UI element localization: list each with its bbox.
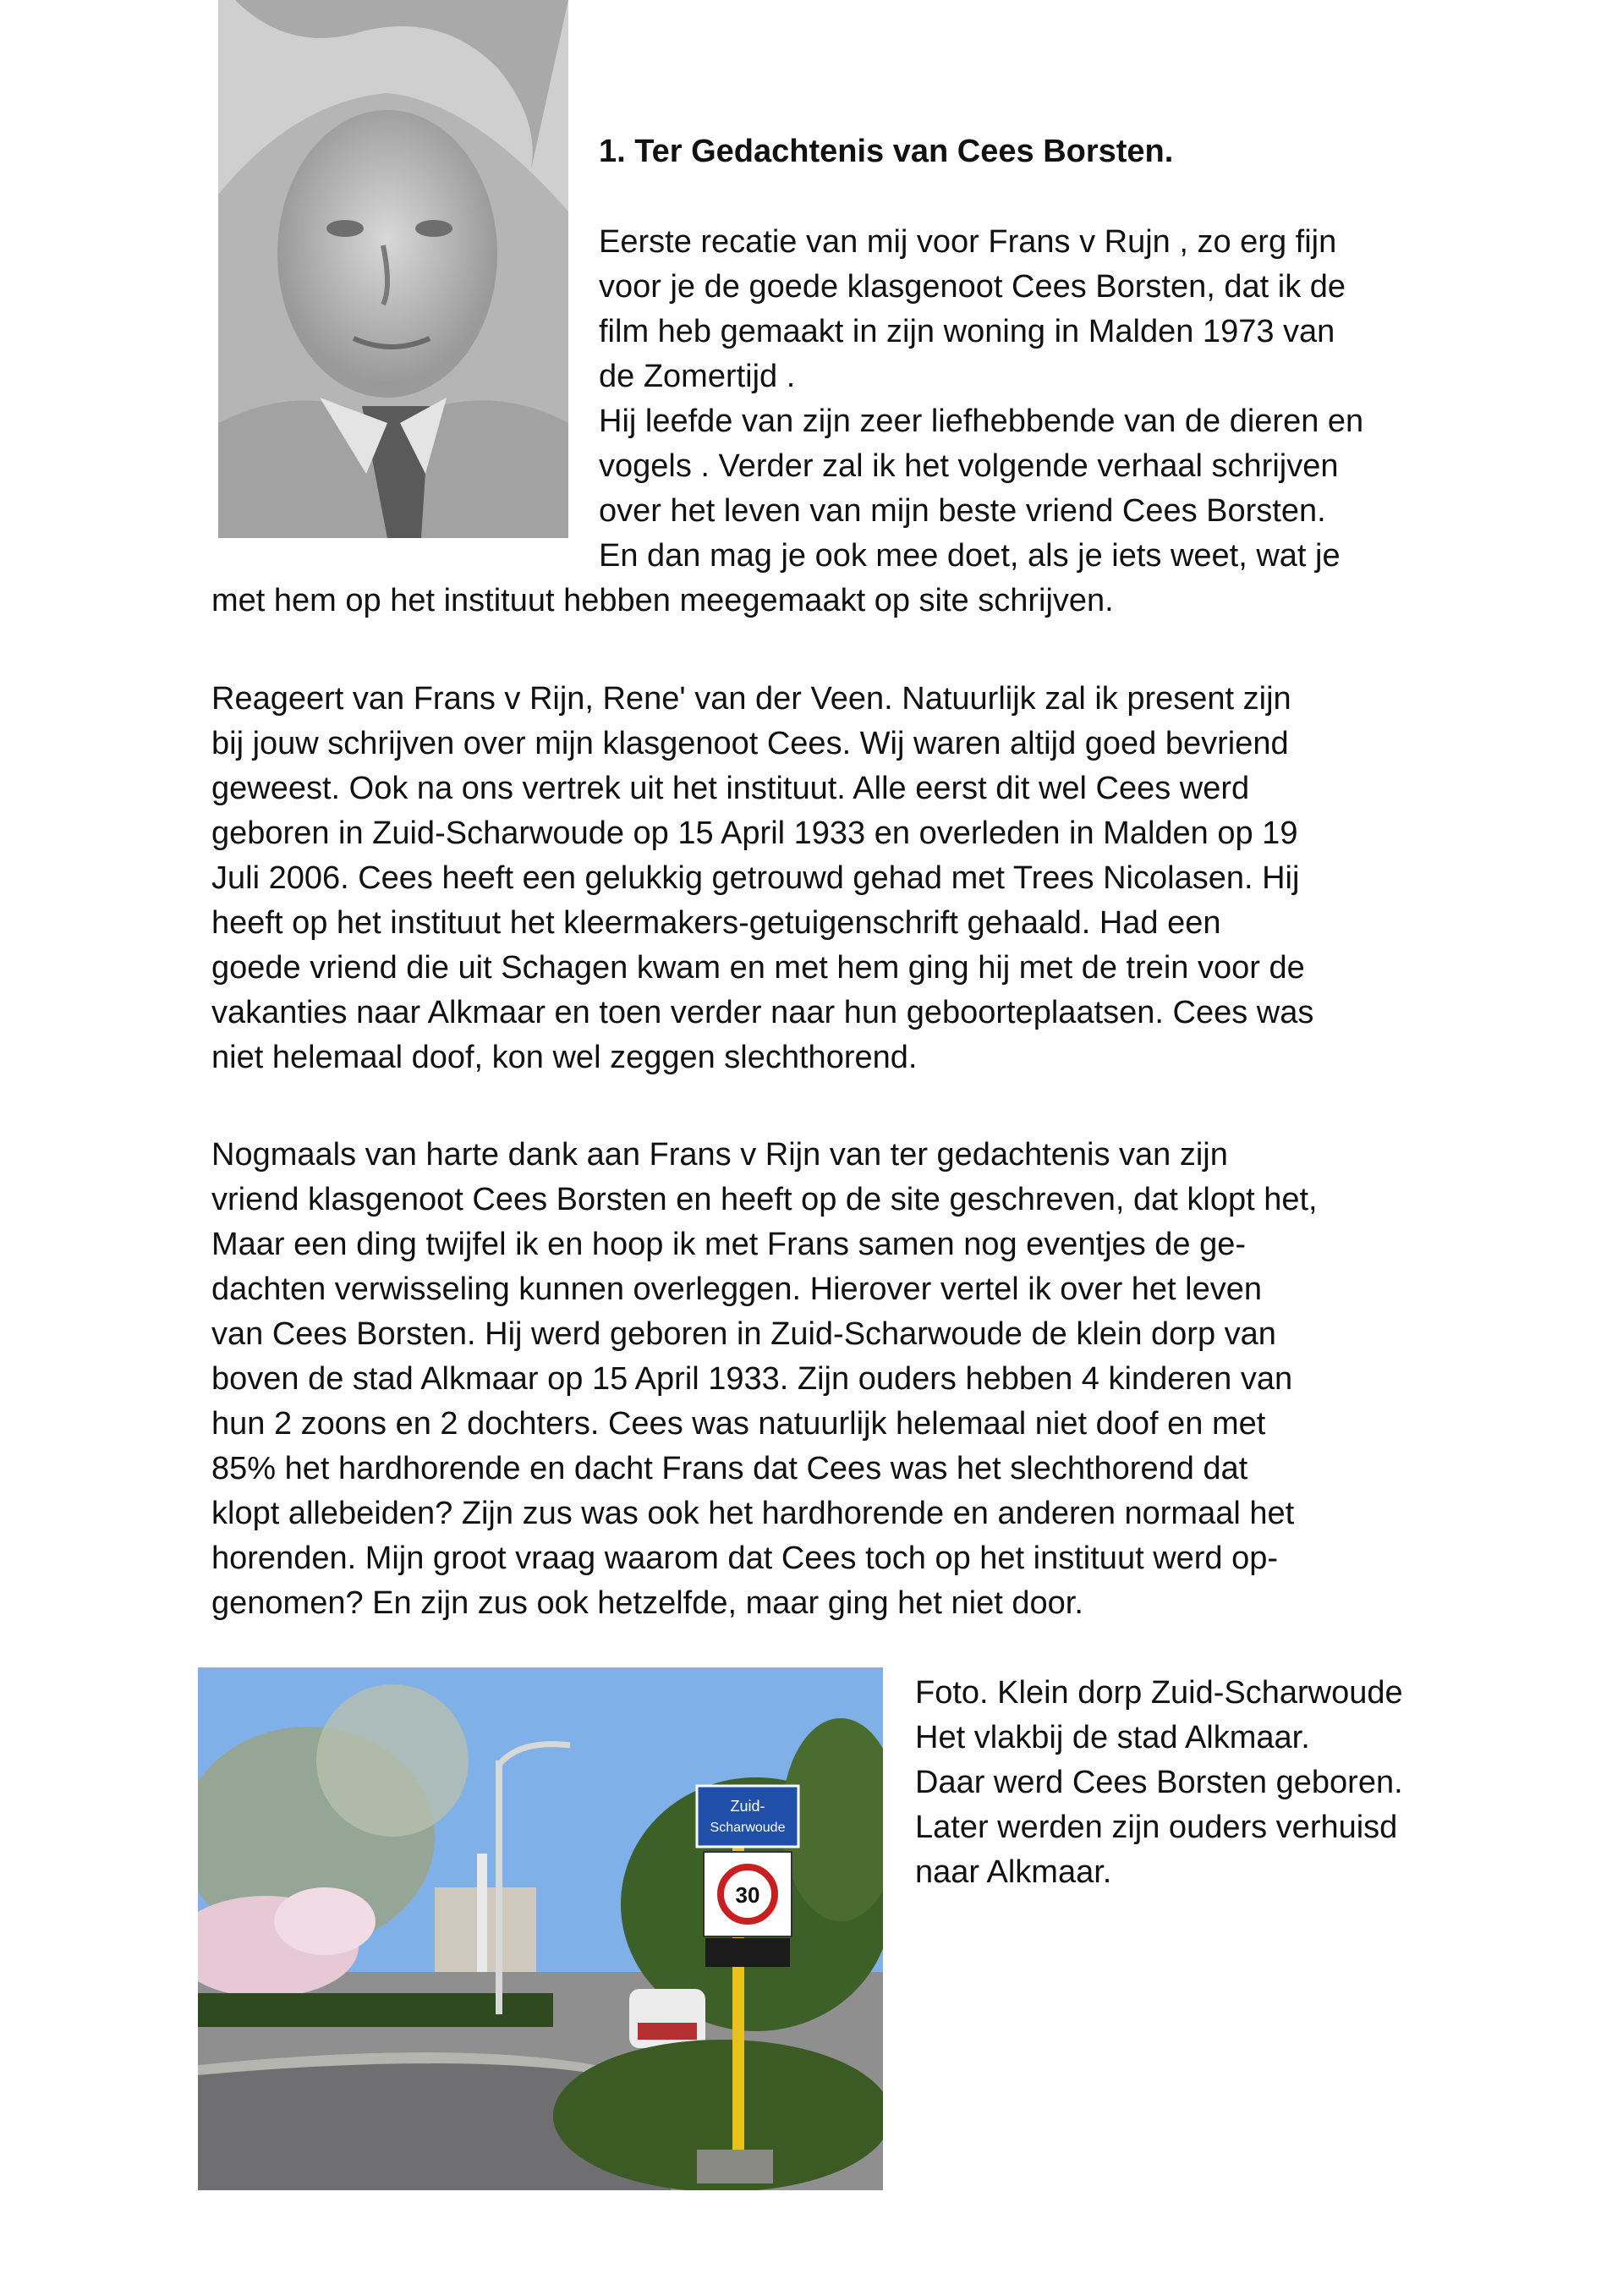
- sign-line2: Scharwoude: [710, 1821, 786, 1835]
- paragraph2-line: goede vriend die uit Schagen kwam en met hem ging hij met de trein voor de: [211, 950, 1305, 986]
- intro-line: de Zomertijd .: [599, 359, 796, 394]
- paragraph2-line: vakanties naar Alkmaar en toen verder naar hun geboorteplaatsen. Cees was: [211, 995, 1314, 1030]
- caption-line: Later werden zijn ouders verhuisd: [915, 1810, 1398, 1845]
- paragraph2-line: bij jouw schrijven over mijn klasgenoot Cees. Wij waren altijd goed bevriend: [211, 726, 1289, 761]
- intro-line: Eerste recatie van mij voor Frans v Rujn , zo erg fijn: [599, 224, 1337, 260]
- paragraph3-line: hun 2 zoons en 2 dochters. Cees was natuurlijk helemaal niet doof en met: [211, 1406, 1266, 1442]
- caption-line: Foto. Klein dorp Zuid-Scharwoude: [915, 1675, 1403, 1711]
- paragraph3-line: van Cees Borsten. Hij werd geboren in Zuid-Scharwoude de klein dorp van: [211, 1316, 1276, 1352]
- intro-line: met hem op het instituut hebben meegemaakt op site schrijven.: [211, 583, 1114, 618]
- paragraph3-line: Nogmaals van harte dank aan Frans v Rijn van ter gedachtenis van zijn: [211, 1137, 1228, 1173]
- paragraph3-line: genomen? En zijn zus ook hetzelfde, maar ging het niet door.: [211, 1585, 1083, 1621]
- paragraph2-line: niet helemaal doof, kon wel zeggen slechthorend.: [211, 1040, 918, 1075]
- paragraph2-line: geweest. Ook na ons vertrek uit het instituut. Alle eerst dit wel Cees werd: [211, 771, 1250, 806]
- intro-line: voor je de goede klasgenoot Cees Borsten, dat ik de: [599, 269, 1346, 305]
- paragraph2-line: Juli 2006. Cees heeft een gelukkig getrouwd gehad met Trees Nicolasen. Hij: [211, 860, 1300, 896]
- street-photo: [198, 1667, 883, 2190]
- sign-line1: Zuid-: [730, 1798, 765, 1815]
- paragraph3-line: vriend klasgenoot Cees Borsten en heeft op de site geschreven, dat klopt het,: [211, 1182, 1318, 1217]
- caption-line: Het vlakbij de stad Alkmaar.: [915, 1720, 1310, 1755]
- page-title: 1. Ter Gedachtenis van Cees Borsten.: [599, 134, 1174, 169]
- intro-line: film heb gemaakt in zijn woning in Malden 1973 van: [599, 314, 1335, 349]
- speed-limit-text: 30: [735, 1882, 760, 1908]
- paragraph3-line: 85% het hardhorende en dacht Frans dat Cees was het slechthorend dat: [211, 1451, 1248, 1486]
- paragraph3-line: dachten verwisseling kunnen overleggen. Hierover vertel ik over het leven: [211, 1272, 1263, 1307]
- paragraph2-line: geboren in Zuid-Scharwoude op 15 April 1933 en overleden in Malden op 19: [211, 816, 1298, 851]
- intro-line: over het leven van mijn beste vriend Cees Borsten.: [599, 493, 1326, 529]
- portrait-photo: [218, 0, 568, 538]
- paragraph3-line: Maar een ding twijfel ik en hoop ik met Frans samen nog eventjes de ge-: [211, 1227, 1246, 1262]
- paragraph2-line: heeft op het instituut het kleermakers-getuigenschrift gehaald. Had een: [211, 905, 1221, 941]
- intro-line: vogels . Verder zal ik het volgende verhaal schrijven: [599, 448, 1339, 484]
- intro-line: Hij leefde van zijn zeer liefhebbende van de dieren en: [599, 404, 1364, 439]
- intro-line: En dan mag je ook mee doet, als je iets weet, wat je: [599, 538, 1341, 574]
- caption-line: Daar werd Cees Borsten geboren.: [915, 1765, 1403, 1800]
- paragraph3-line: horenden. Mijn groot vraag waarom dat Cees toch op het instituut werd op-: [211, 1541, 1279, 1576]
- paragraph3-line: klopt allebeiden? Zijn zus was ook het hardhorende en anderen normaal het: [211, 1496, 1295, 1531]
- caption-line: naar Alkmaar.: [915, 1854, 1112, 1890]
- paragraph3-line: boven de stad Alkmaar op 15 April 1933. Zijn ouders hebben 4 kinderen van: [211, 1361, 1293, 1397]
- paragraph2-line: Reageert van Frans v Rijn, Rene' van der Veen. Natuurlijk zal ik present zijn: [211, 681, 1291, 717]
